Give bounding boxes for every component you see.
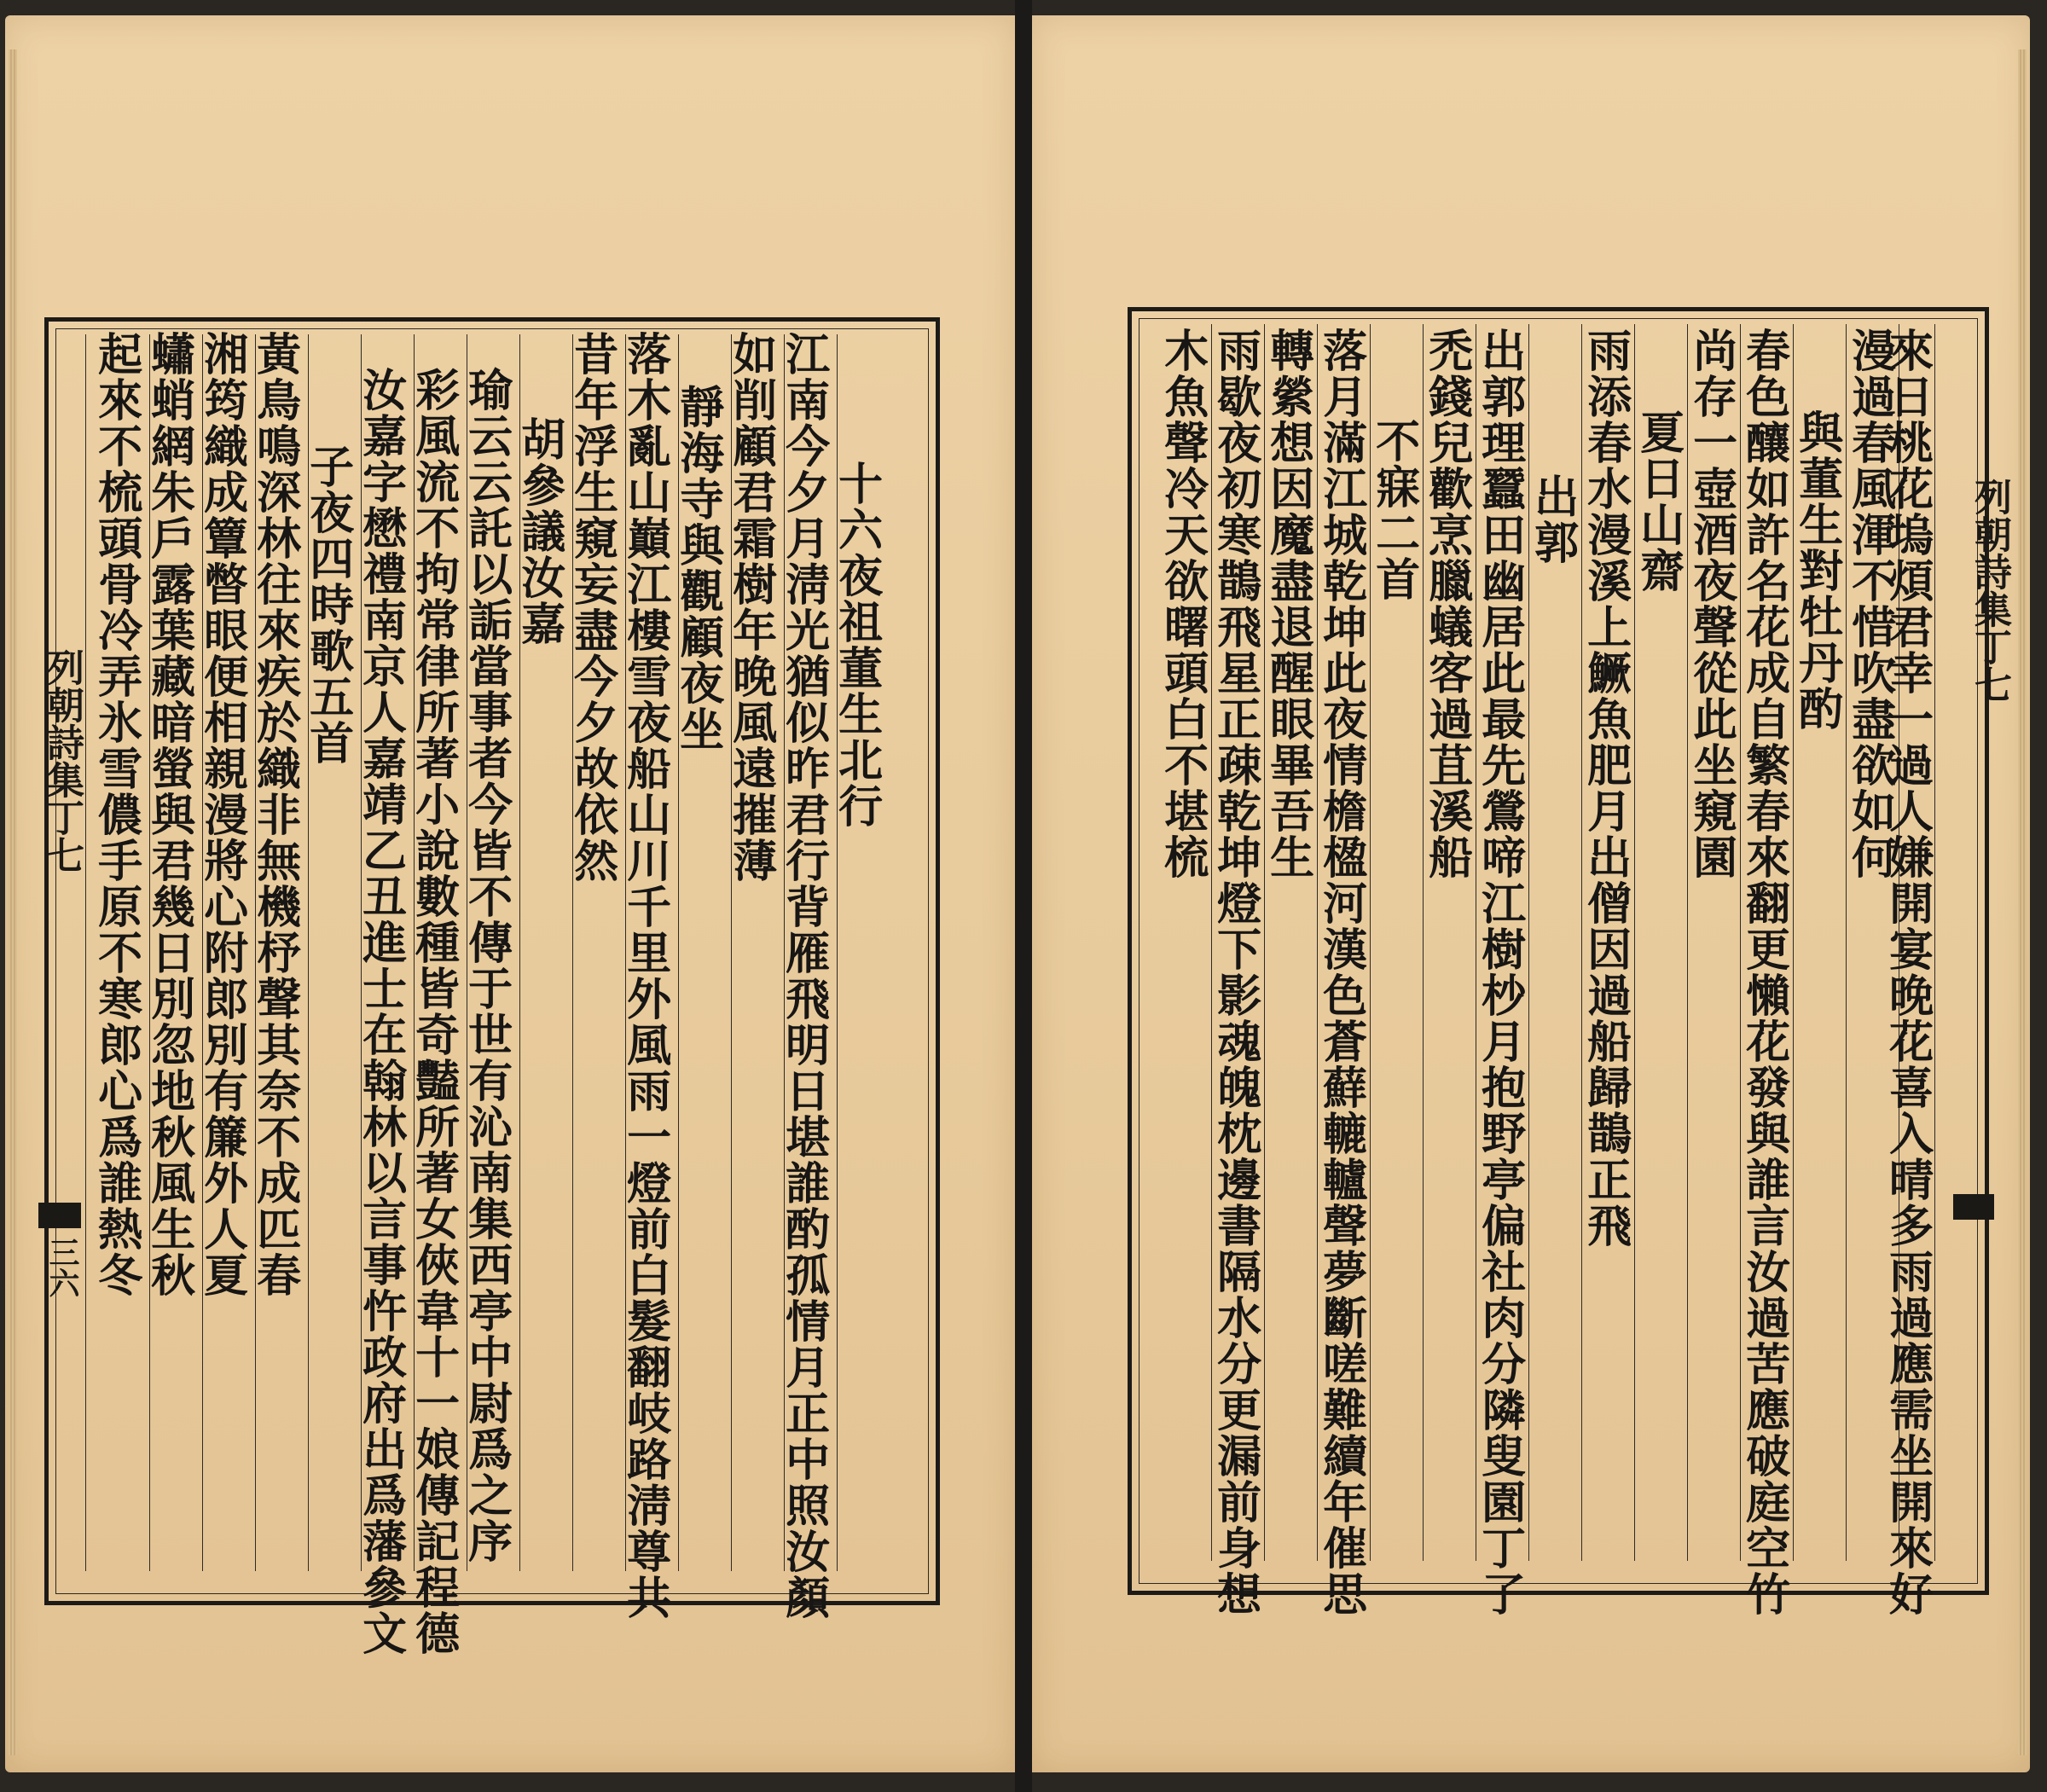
text-column: 雨添春水漫溪上鱖魚肥月出僧因過船歸鵲正飛 xyxy=(1579,328,1632,1249)
poem-title: 夏日山齋 xyxy=(1632,409,1685,594)
text-column: 蠨蛸網朱戶露葉藏暗螢與君幾日別忽地秋風生秋 xyxy=(142,331,195,1298)
text-column: 落月滿江城乾坤此夜情檐楹河漢色蒼蘚轆轤聲夢斷嗟難續年催思 xyxy=(1314,328,1367,1617)
poem-title: 靜海寺與觀顧夜坐 xyxy=(671,384,724,752)
fishtail-mark xyxy=(38,1203,81,1228)
author-heading: 胡參議汝嘉 xyxy=(513,416,565,647)
poem-title: 不寐二首 xyxy=(1367,418,1420,602)
book-gutter xyxy=(1015,0,1032,1792)
text-column: 黃鳥鳴深林往來疾於織非無機杼聲其奈不成匹春 xyxy=(248,331,301,1298)
text-column: 尚存一壺酒夜聲從此坐窺園 xyxy=(1685,328,1737,880)
poem-title: 出郭 xyxy=(1526,473,1579,565)
fishtail-mark xyxy=(1953,1194,1994,1220)
poem-title: 十六夜祖董生北行 xyxy=(830,461,883,829)
page-edge xyxy=(2018,49,2027,1755)
text-column: 春色釀如許名花成自繁春來翻更懶花發與誰言汝過苦應破庭空竹 xyxy=(1737,328,1790,1617)
text-column: 落木亂山巔江樓雪夜船山川千里外風雨一燈前白髮翻岐路淸尊共 xyxy=(618,331,671,1621)
center-strip-title: 列朝詩集丁七 xyxy=(1968,478,2011,703)
text-column: 彩風流不拘常律所著小說數種皆奇豔所著女俠韋十一娘傳記程德 xyxy=(407,367,460,1656)
center-strip-border xyxy=(1934,324,1935,1561)
text-column: 出郭理蠶田幽居此最先鶯啼江樹杪月抱野亭偏社肉分隣叟園丁了 xyxy=(1473,328,1526,1617)
text-column: 起來不梳頭骨冷弄氷雪儂手原不寒郎心爲誰熱冬 xyxy=(90,331,142,1298)
center-strip-border xyxy=(85,334,86,1571)
text-column: 木魚聲冷天欲曙頭白不堪梳 xyxy=(1156,328,1209,880)
poem-title: 子夜四時歌五首 xyxy=(301,444,354,766)
text-column: 昔年浮生窺妄盡今夕故依然 xyxy=(565,331,618,884)
text-column: 瑜云云託以詬當事者今皆不傳于世有沁南集西亭中尉爲之序 xyxy=(460,367,513,1564)
center-strip-title: 列朝詩集丁七 xyxy=(40,648,84,873)
text-column: 雨歇夜初寒鵲飛星正疎乾坤燈下影魂魄枕邊書隔水分更漏前身想 xyxy=(1209,328,1261,1617)
page-edge xyxy=(9,49,17,1755)
text-column: 江南今夕月淸光猶似昨君行背雁飛明日堪誰酌孤情月正中照汝顏 xyxy=(777,331,830,1621)
text-column: 禿錢兒歡烹臘蟻客過苴溪船 xyxy=(1420,328,1473,880)
text-column: 如削顧君霜樹年晚風遠摧薄 xyxy=(724,331,777,884)
text-column: 轉縈想因魔盡退醒眼畢吾生 xyxy=(1261,328,1314,880)
text-column: 漫過春風渾不惜吹盡欲如何 xyxy=(1843,328,1896,880)
poem-title: 與董生對牡丹酌 xyxy=(1790,409,1843,732)
folio-number: 三六 xyxy=(44,1237,80,1298)
text-column: 汝嘉字懋禮南京人嘉靖乙丑進士在翰林以言事忤政府出爲藩參文 xyxy=(354,367,407,1656)
text-column: 來日桃花塢煩君幸一過人嫌開宴晚花喜入晴多雨過應需坐開來好 xyxy=(1881,328,1934,1617)
text-column: 湘筠織成簟暼眼便相親漫將心附郎別有簾外人夏 xyxy=(195,331,248,1298)
